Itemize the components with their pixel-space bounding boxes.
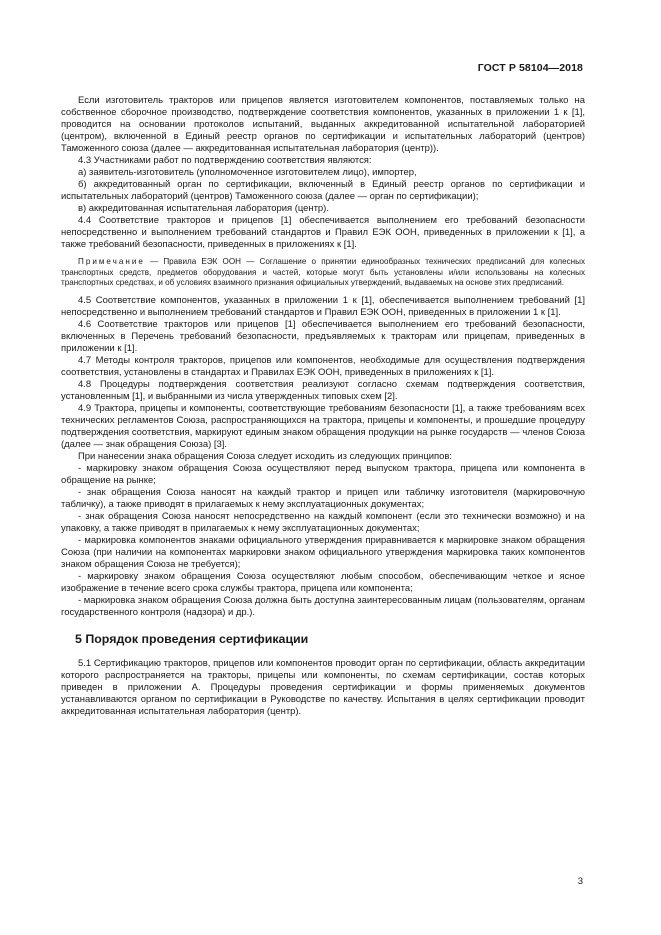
list-item-a: а) заявитель-изготовитель (уполномоченное изготовителем лицо), импортер, xyxy=(78,167,417,178)
paragraph-4-9: 4.9 Трактора, прицепы и компоненты, соответствующие требованиям безопасности [1], а также требованиям всех технических регламентов Союза, распространяющихся на трактора, прицепы и компоненты, и прошедшие процедуру подтверждения соответствия, маркируют единым знаком обращения продукции на рынке государств — членов Союза (далее — знак обращения Союза) [3]. xyxy=(61,402,585,450)
paragraph-4-4: 4.4 Соответствие тракторов и прицепов [1] обеспечивается выполнением его требований безопасности непосредственно и выполнением требований стандартов и Правил ЕЭК ООН, приведенных в приложении к [1], а также требований безопасности, приведенных в приложениях к [1]. xyxy=(61,215,585,250)
paragraph-5-1: 5.1 Сертификацию тракторов, прицепов или компонентов проводит орган по сертификации, область аккредитации которого распространяется на тракторы, прицепы или компоненты, по схемам сертификации, состав которых приведен в приложении А. Процедуры проведения сертификации и формы применяемых документов устанавливаются органом по сертификации в Руководстве по качеству. Испытания в целях сертификации проводит аккредитованная испытательная лаборатория (центр). xyxy=(61,657,585,717)
paragraph-4-3: 4.3 Участниками работ по подтверждению соответствия являются: xyxy=(78,155,372,166)
list-item-b: б) аккредитованный орган по сертификации, включенный в Единый реестр органов по сертификации и испытательных лабораторий (центров) Таможенного союза (далее — орган по сертификации); xyxy=(61,179,585,202)
document-header: ГОСТ Р 58104—2018 xyxy=(477,62,583,74)
page-number: 3 xyxy=(577,876,583,887)
paragraph-4-8: 4.8 Процедуры подтверждения соответствия реализуют согласно схемам подтверждения соответствия, установленным [1], и выбранными из числа утвержденных типовых схем [2]. xyxy=(61,378,585,402)
note-label: Примечание xyxy=(78,257,145,266)
principle-item: - маркировка компонентов знаками официального утверждения приравнивается к маркировке знаком обращения Союза (при наличии на компонентах маркировки знаком официального утверждения маркировка таких компонентов знаком обращения Союза не требуется); xyxy=(61,534,585,570)
paragraph-4-6: 4.6 Соответствие тракторов или прицепов [1] обеспечивается выполнением его требований безопасности, включенных в Перечень требований безопасности, предъявляемых к тракторам или прицепам, приведенных в приложении к [1]. xyxy=(61,318,585,354)
paragraph-4-7: 4.7 Методы контроля тракторов, прицепов или компонентов, необходимые для осуществления подтверждения соответствия, установлены в стандартах и Правилах ЕЭК ООН, приведенных в приложениях к [1]. xyxy=(61,354,585,378)
note-block xyxy=(61,257,585,289)
list-item-v: в) аккредитованная испытательная лаборатория (центр). xyxy=(78,203,329,214)
section-5-heading: 5 Порядок проведения сертификации xyxy=(75,631,309,646)
principles-intro: При нанесении знака обращения Союза следует исходить из следующих принципов: xyxy=(78,450,453,462)
principle-item: - знак обращения Союза наносят на каждый трактор и прицеп или табличку изготовителя (маркировочную табличку), а также приводят в прилагаемых к нему эксплуатационных документах; xyxy=(61,486,585,510)
note-text: — Правила ЕЭК ООН — Соглашение о принятии единообразных технических предписаний для колесных транспортных средств, предметов оборудования и частей, которые могут быть установлены и/или использованы на колесных транспортных средствах, и об условиях взаимного признания официальных утверждений, выдаваемых на основе этих предписаний. xyxy=(61,257,585,288)
document-body xyxy=(61,95,585,718)
principle-item: - маркировку знаком обращения Союза осуществляют любым способом, обеспечивающим четкое и ясное изображение в течение всего срока службы трактора, прицепа или компонента; xyxy=(61,570,585,594)
principle-item: - маркировка знаком обращения Союза должна быть доступна заинтересованным лицам (пользователям, органам государственного контроля (надзора) и др.). xyxy=(61,594,585,618)
principle-item: - маркировку знаком обращения Союза осуществляют перед выпуском трактора, прицепа или компонента в обращение на рынке; xyxy=(61,462,585,486)
paragraph-4-2-continuation: Если изготовитель тракторов или прицепов является изготовителем компонентов, поставляемых только на собственное сборочное производство, подтверждение соответствия компонентов, указанных в приложении 1 к [1], проводится на основании протоколов испытаний, выданных аккредитованной испытательной лабораторией (центром), включенной в Единый реестр органов по сертификации и испытательных лабораторий (центров) Таможенного союза (далее — аккредитованная испытательная лаборатория (центр)). xyxy=(61,95,585,154)
principle-item: - знак обращения Союза наносят непосредственно на каждый компонент (если это технически возможно) и на упаковку, а также приводят в прилагаемых к нему эксплуатационных документах; xyxy=(61,510,585,534)
paragraph-4-5: 4.5 Соответствие компонентов, указанных в приложении 1 к [1], обеспечивается выполнением требований [1] непосредственно и выполнением требований стандартов и Правил ЕЭК ООН, приведенных в приложении 1 к [1]. xyxy=(61,294,585,318)
